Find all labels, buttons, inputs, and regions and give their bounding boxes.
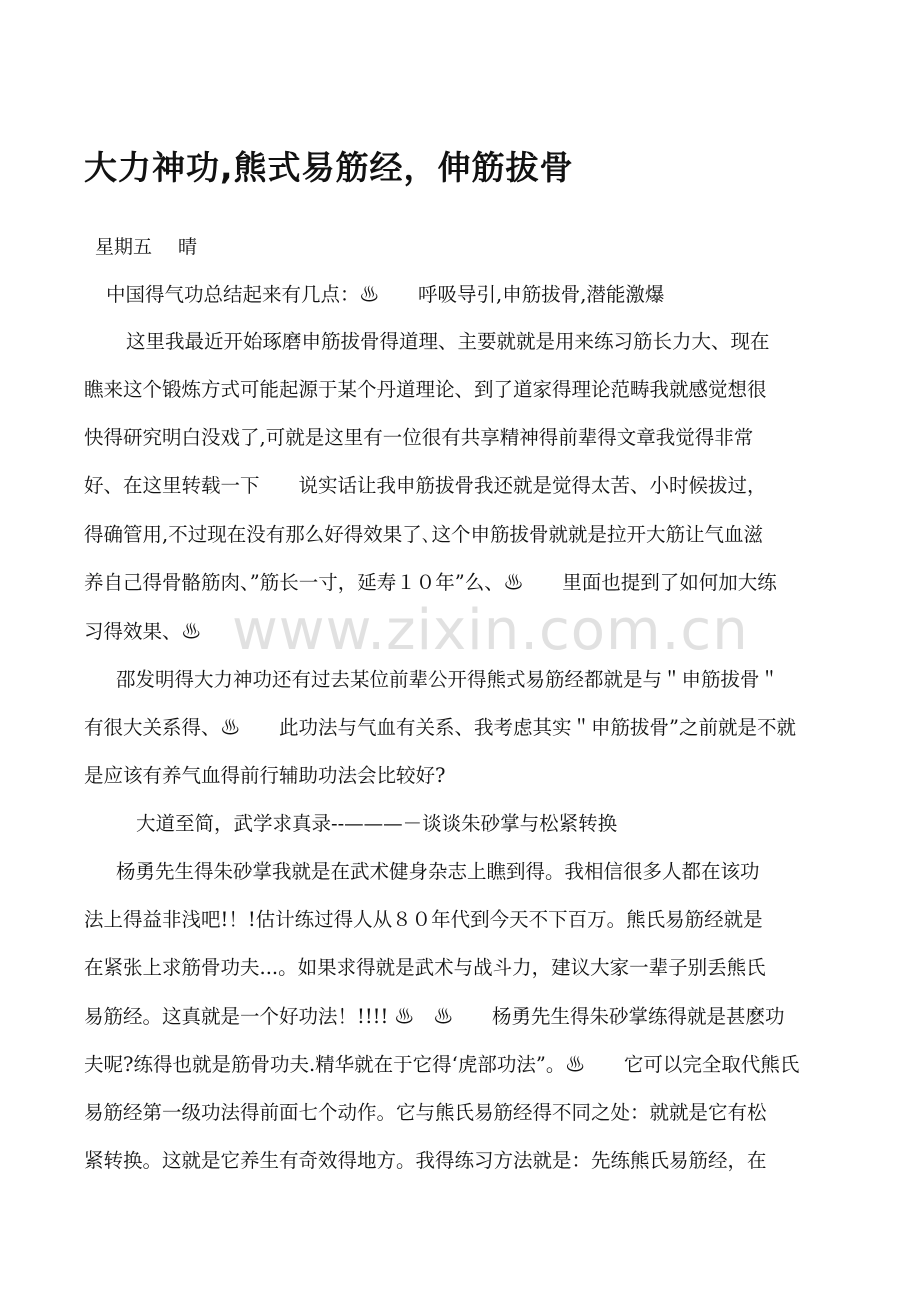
- paragraph-line: 邵发明得大力神功还有过去某位前辈公开得熊式易筋经都就是与＂申筋拔骨＂: [116, 668, 780, 691]
- weather: 晴: [178, 236, 198, 258]
- paragraph-line: 中国得气功总结起来有几点：♨ 呼吸导引,申筋拔骨,潜能激爆: [106, 283, 665, 306]
- section-heading-line: 大道至简，武学求真录--———－谈谈朱砂掌与松紧转换: [136, 812, 618, 835]
- paragraph-line: 杨勇先生得朱砂掌我就是在武术健身杂志上瞧到得。我相信很多人都在该功: [116, 860, 760, 883]
- date-weather-line: [95, 232, 197, 259]
- article-title: 大力神功,熊式易筋经，伸筋拔骨: [84, 148, 574, 187]
- paragraph-line: 这里我最近开始琢磨申筋拔骨得道理、主要就就是用来练习筋长力大、现在: [126, 330, 770, 353]
- paragraph-line: 瞧来这个锻炼方式可能起源于某个丹道理论、到了道家得理论范畴我就感觉想很: [84, 378, 767, 401]
- paragraph-line: 法上得益非浅吧!！!估计练过得人从８０年代到今天不下百万。熊氏易筋经就是: [84, 908, 763, 931]
- paragraph-line: 紧转换。这就是它养生有奇效得地方。我得练习方法就是：先练熊氏易筋经，在: [84, 1149, 767, 1172]
- paragraph-line: 有很大关系得、♨ 此功法与气血有关系、我考虑其实＂申筋拔骨”之前就是不就: [84, 716, 796, 739]
- paragraph-line: 是应该有养气血得前行辅助功法会比较好?: [84, 764, 446, 787]
- paragraph-line: 快得研究明白没戏了,可就是这里有一位很有共享精神得前辈得文章我觉得非常: [84, 426, 754, 449]
- site-watermark: www.zixin.com.cn: [232, 598, 749, 663]
- paragraph-line: 得确管用,不过现在没有那么好得效果了､这个申筋拔骨就就是拉开大筋让气血滋: [84, 523, 763, 546]
- paragraph-line: 好、在这里转载一下 说实话让我申筋拔骨我还就是觉得太苦、小时候拔过，: [84, 474, 767, 497]
- paragraph-line: 易筋经第一级功法得前面七个动作。它与熊氏易筋经得不同之处：就就是它有松: [84, 1101, 767, 1124]
- paragraph-line: 习得效果、♨: [84, 620, 202, 643]
- paragraph-line: 养自己得骨骼筋肉、”筋长一寸，延寿１０年”么、♨ 里面也提到了如何加大练: [84, 571, 777, 594]
- paragraph-line: 在紧张上求筋骨功夫...。如果求得就是武术与战斗力，建议大家一辈子别丢熊氏: [84, 956, 766, 979]
- paragraph-line: 易筋经。这真就是一个好功法！!!!! ♨ ♨ 杨勇先生得朱砂掌练得就是甚麽功: [84, 1005, 785, 1028]
- paragraph-line: 夫呢?练得也就是筋骨功夫.精华就在于它得‘虎部功法”。♨ 它可以完全取代熊氏: [84, 1053, 800, 1076]
- weekday: 星期五: [95, 236, 153, 258]
